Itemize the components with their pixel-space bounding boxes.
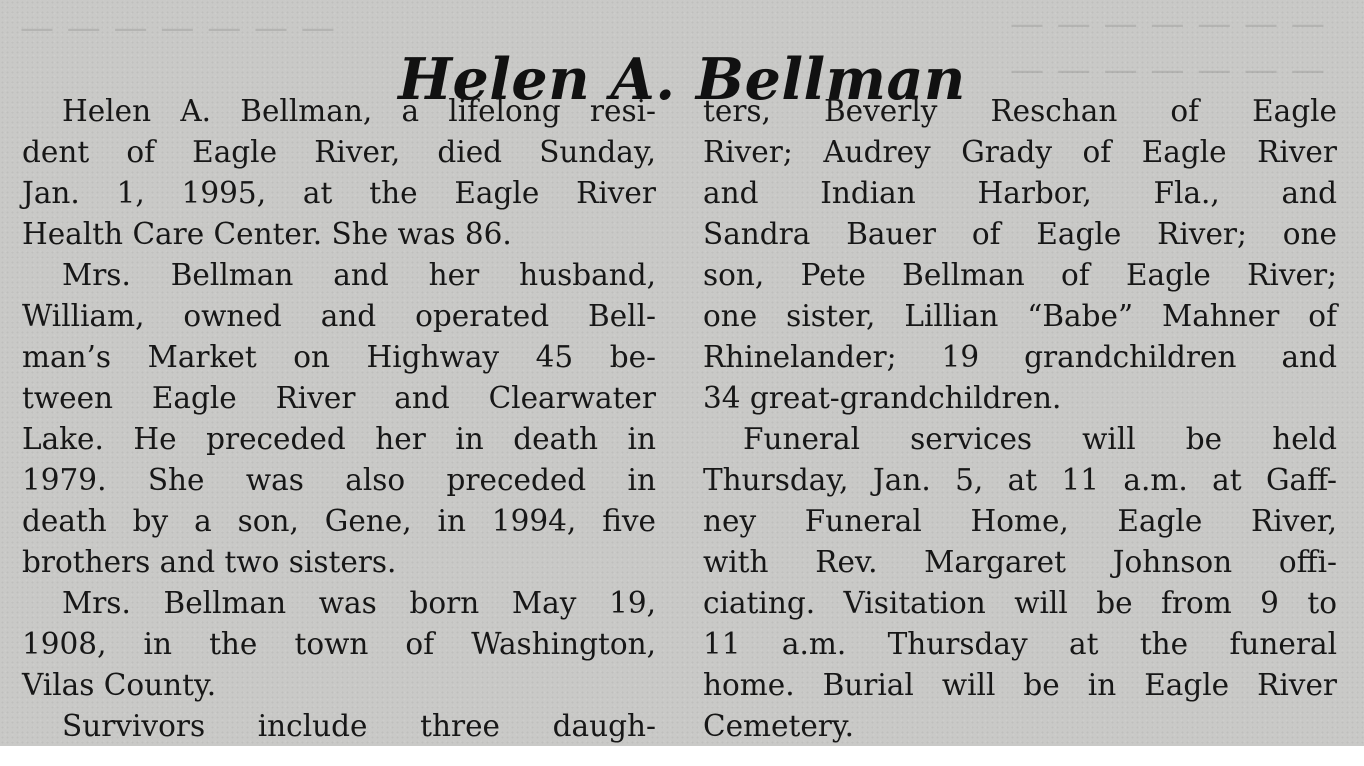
right-text-column <box>703 91 1337 746</box>
bleed-through-texture: — — — — — — — <box>1010 50 1326 90</box>
text-line: Health Care Center. She was 86. <box>22 217 512 251</box>
text-line: ters, Beverly Reschan of Eagle <box>703 94 1337 128</box>
obituary-headline: Helen A. Bellman <box>398 46 966 114</box>
text-line: home. Burial will be in Eagle River <box>703 668 1337 702</box>
text-line: Sandra Bauer of Eagle River; one <box>703 217 1337 251</box>
text-line: River; Audrey Grady of Eagle River <box>703 135 1337 169</box>
text-line: Lake. He preceded her in death in <box>22 422 656 456</box>
text-line: dent of Eagle River, died Sunday, <box>22 135 656 169</box>
text-line: one sister, Lillian “Babe” Mahner of <box>703 299 1337 333</box>
left-text-column <box>22 91 656 746</box>
text-line: 11 a.m. Thursday at the funeral <box>703 627 1337 661</box>
text-line: Funeral services will be held <box>743 422 1337 456</box>
text-line: William, owned and operated Bell- <box>22 299 656 333</box>
text-line: Cemetery. <box>703 709 855 743</box>
text-line: ciating. Visitation will be from 9 to <box>703 586 1337 620</box>
bleed-through-texture: — — — — — — — <box>1010 4 1326 44</box>
text-line: Rhinelander; 19 grandchildren and <box>703 340 1337 374</box>
text-line: 1908, in the town of Washington, <box>22 627 656 661</box>
text-line: son, Pete Bellman of Eagle River; <box>703 258 1337 292</box>
text-line: death by a son, Gene, in 1994, five <box>22 504 656 538</box>
text-line: 1979. She was also preceded in <box>22 463 656 497</box>
text-line: Mrs. Bellman was born May 19, <box>62 586 656 620</box>
text-line: and Indian Harbor, Fla., and <box>703 176 1337 210</box>
text-line: Jan. 1, 1995, at the Eagle River <box>22 176 656 210</box>
text-line: Thursday, Jan. 5, at 11 a.m. at Gaff- <box>703 463 1337 497</box>
text-line: Vilas County. <box>22 668 217 702</box>
text-line: tween Eagle River and Clearwater <box>22 381 656 415</box>
text-line: Mrs. Bellman and her husband, <box>62 258 656 292</box>
text-line: 34 great-grandchildren. <box>703 381 1062 415</box>
text-line: Survivors include three daugh- <box>62 709 656 743</box>
text-line: Helen A. Bellman, a lifelong resi- <box>62 94 656 128</box>
bleed-through-texture: — — — — — — — <box>20 8 336 48</box>
text-line: man’s Market on Highway 45 be- <box>22 340 656 374</box>
text-line: with Rev. Margaret Johnson offi- <box>703 545 1337 579</box>
text-line: brothers and two sisters. <box>22 545 397 579</box>
text-line: ney Funeral Home, Eagle River, <box>703 504 1337 538</box>
